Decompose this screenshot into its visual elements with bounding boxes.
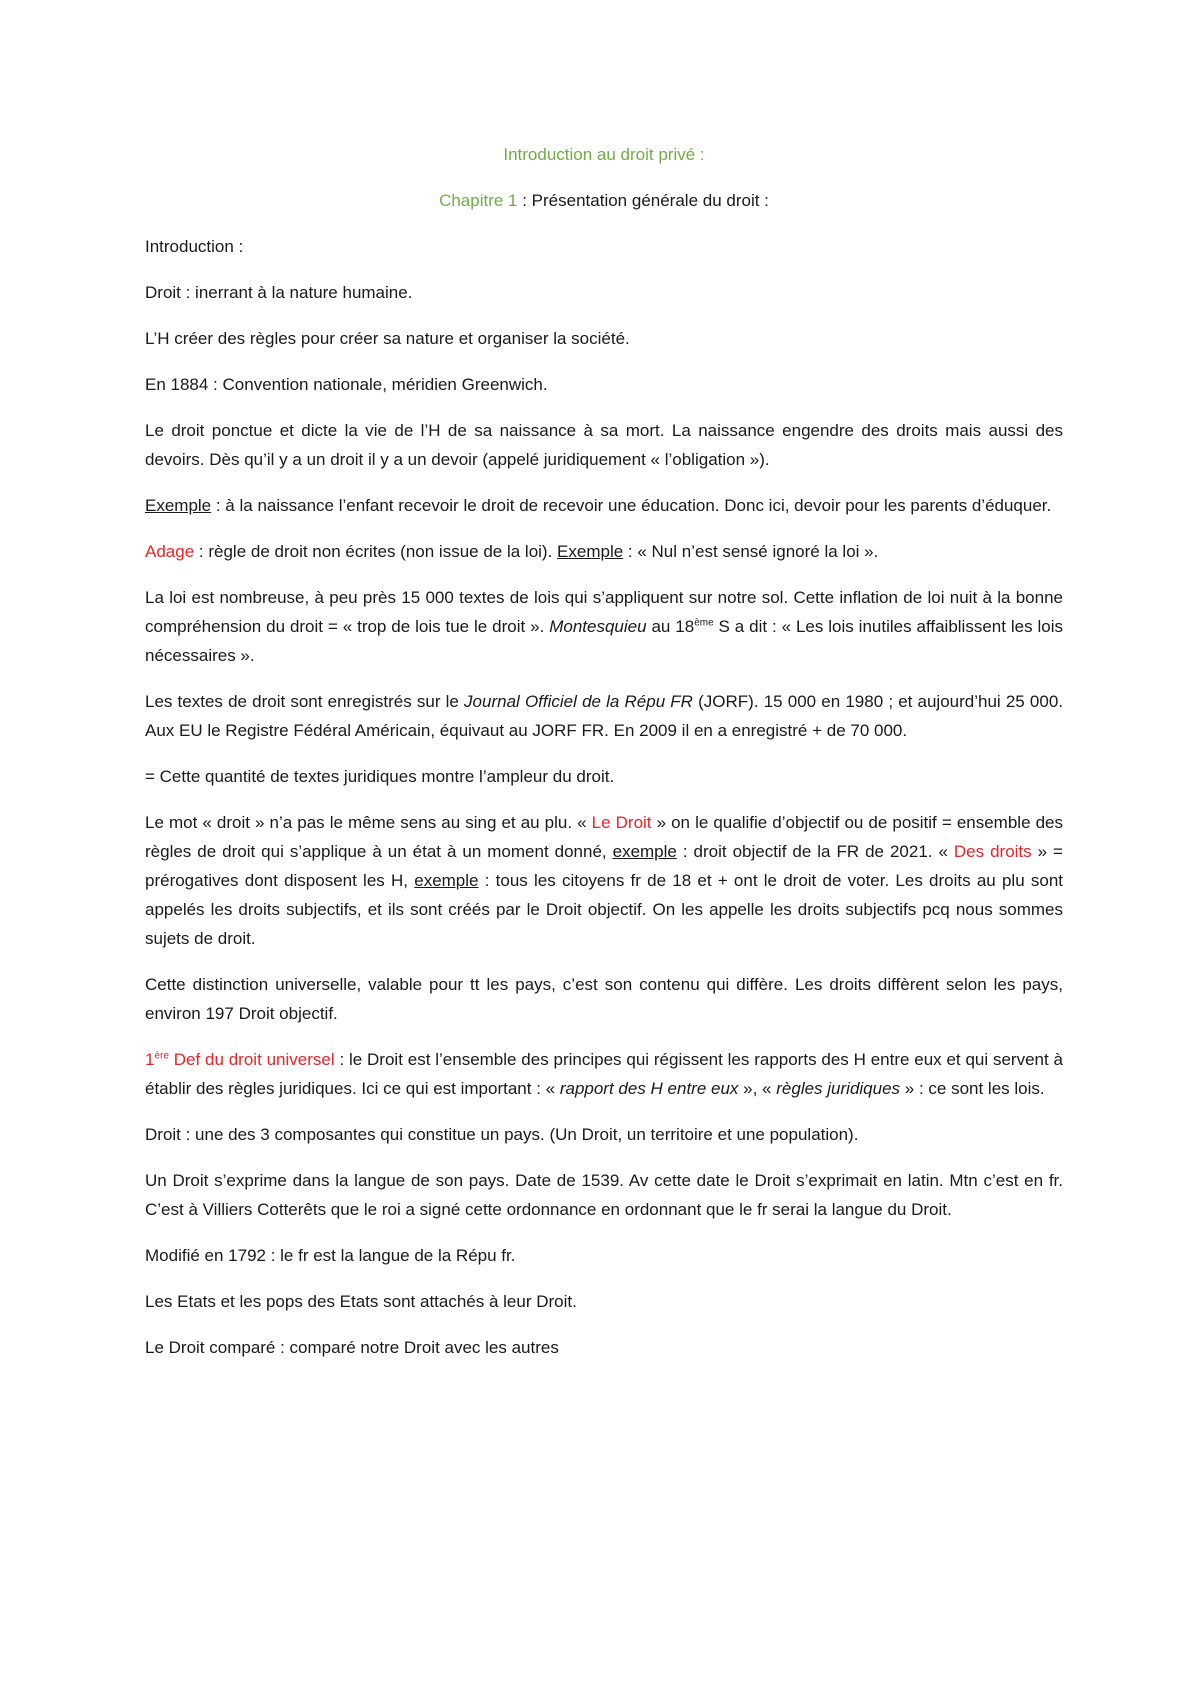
def-part3: » : ce sont les lois.: [900, 1079, 1045, 1098]
document-title: [145, 140, 1063, 169]
paragraph-composantes: Droit : une des 3 composantes qui constitue un pays. (Un Droit, un territoire et une population).: [145, 1125, 859, 1144]
adage-text: : règle de droit non écrites (non issue de la loi).: [194, 542, 558, 561]
def-sup: ère: [154, 1050, 169, 1062]
paragraph-compare: Le Droit comparé : comparé notre Droit avec les autres: [145, 1338, 559, 1357]
paragraph-distinction: Cette distinction universelle, valable pour tt les pays, c’est son contenu qui diffère. Les droits diffèrent selon les pays, environ 197 Droit objectif.: [145, 975, 1063, 1023]
paragraph-loi: [145, 583, 1063, 670]
textes-part1: Les textes de droit sont enregistrés sur le: [145, 692, 465, 711]
mot-le-droit: Le Droit: [591, 813, 652, 832]
intro-heading: Introduction :: [145, 237, 244, 256]
paragraph-mot: [145, 808, 1063, 953]
mot-part3: : droit objectif de la FR de 2021. «: [676, 842, 954, 861]
textes-part2: (JORF). 15 000 en 1980 ; et aujourd’hui 25 000. Aux EU le Registre Fédéral Américain, équivaut au JORF FR. En 2009 il en a enregistré + de 70 000.: [145, 692, 1063, 740]
exemple-label: Exemple: [145, 496, 212, 515]
mot-exemple-2: exemple: [414, 871, 479, 890]
paragraph-definition: [145, 1045, 1063, 1103]
exemple-text: : à la naissance l’enfant recevoir le droit de recevoir une éducation. Donc ici, devoir pour les parents d’éduquer.: [211, 496, 1052, 515]
loi-author: Montesquieu: [549, 617, 647, 636]
paragraph-droit: Droit : inerrant à la nature humaine.: [145, 283, 413, 302]
paragraph-quantite: = Cette quantité de textes juridiques montre l’ampleur du droit.: [145, 767, 615, 786]
document-body: [145, 140, 1063, 1379]
mot-part2: » on le qualifie d’objectif ou de positif = ensemble des règles de droit qui s’applique à un état à un moment donné,: [145, 813, 1064, 861]
def-quote-1: rapport des H entre eux: [559, 1079, 739, 1098]
mot-part1: Le mot « droit » n’a pas le même sens au sing et au plu. «: [145, 813, 592, 832]
textes-journal: Journal Officiel de la Répu FR: [464, 692, 693, 711]
chapter-heading: [145, 186, 1063, 215]
mot-part4: » = prérogatives dont disposent les H,: [145, 842, 1063, 890]
title-text: Introduction au droit privé :: [503, 145, 705, 164]
adage-example-label: Exemple: [557, 542, 624, 561]
adage-example-text: : « Nul n’est sensé ignoré la loi ».: [623, 542, 879, 561]
loi-part1: La loi est nombreuse, à peu près 15 000 textes de lois qui s’appliquent sur notre sol. Cette inflation de loi nuit à la bonne compréhension du droit = « trop de lois tue le droit ».: [145, 588, 1063, 636]
loi-part2: au 18: [646, 617, 695, 636]
def-quote-2: règles juridiques: [776, 1079, 901, 1098]
mot-part5: : tous les citoyens fr de 18 et + ont le droit de voter. Les droits au plu sont appelés les droits subjectifs, et ils sont créés par le Droit objectif. On les appelle les droits subjectifs pcq nous sommes sujets de droit.: [145, 871, 1063, 948]
def-part1: : le Droit est l’ensemble des principes qui régissent les rapports des H entre eux et qui servent à établir des règles juridiques. Ici ce qui est important : «: [145, 1050, 1063, 1098]
paragraph-textes: [145, 687, 1063, 745]
paragraph-1792: Modifié en 1792 : le fr est la langue de la Répu fr.: [145, 1246, 516, 1265]
loi-part3: S a dit : « Les lois inutiles affaiblissent les lois nécessaires ».: [145, 617, 1064, 665]
def-label: Def du droit universel: [168, 1050, 335, 1069]
paragraph-adage: [145, 537, 1063, 566]
adage-label: Adage: [145, 542, 195, 561]
paragraph-h-creer: L’H créer des règles pour créer sa nature et organiser la société.: [145, 329, 630, 348]
paragraph-ponctue: Le droit ponctue et dicte la vie de l’H de sa naissance à sa mort. La naissance engendre des droits mais aussi des devoirs. Dès qu’il y a un droit il y a un devoir (appelé juridiquement « l’obligation »).: [145, 421, 1063, 469]
mot-des-droits: Des droits: [953, 842, 1032, 861]
loi-sup: ème: [694, 617, 714, 629]
paragraph-etats: Les Etats et les pops des Etats sont attachés à leur Droit.: [145, 1292, 577, 1311]
chapter-text: : Présentation générale du droit :: [517, 191, 769, 210]
chapter-label: Chapitre 1: [439, 191, 518, 210]
def-part2: », «: [738, 1079, 777, 1098]
paragraph-1884: En 1884 : Convention nationale, méridien Greenwich.: [145, 375, 548, 394]
paragraph-exemple: [145, 491, 1063, 520]
def-num: 1: [145, 1050, 155, 1069]
paragraph-langue: Un Droit s’exprime dans la langue de son pays. Date de 1539. Av cette date le Droit s’exprimait en latin. Mtn c’est en fr. C’est à Villiers Cotterêts que le roi a signé cette ordonnance en ordonnant que le fr serai la langue du Droit.: [145, 1171, 1063, 1219]
mot-exemple-1: exemple: [612, 842, 677, 861]
